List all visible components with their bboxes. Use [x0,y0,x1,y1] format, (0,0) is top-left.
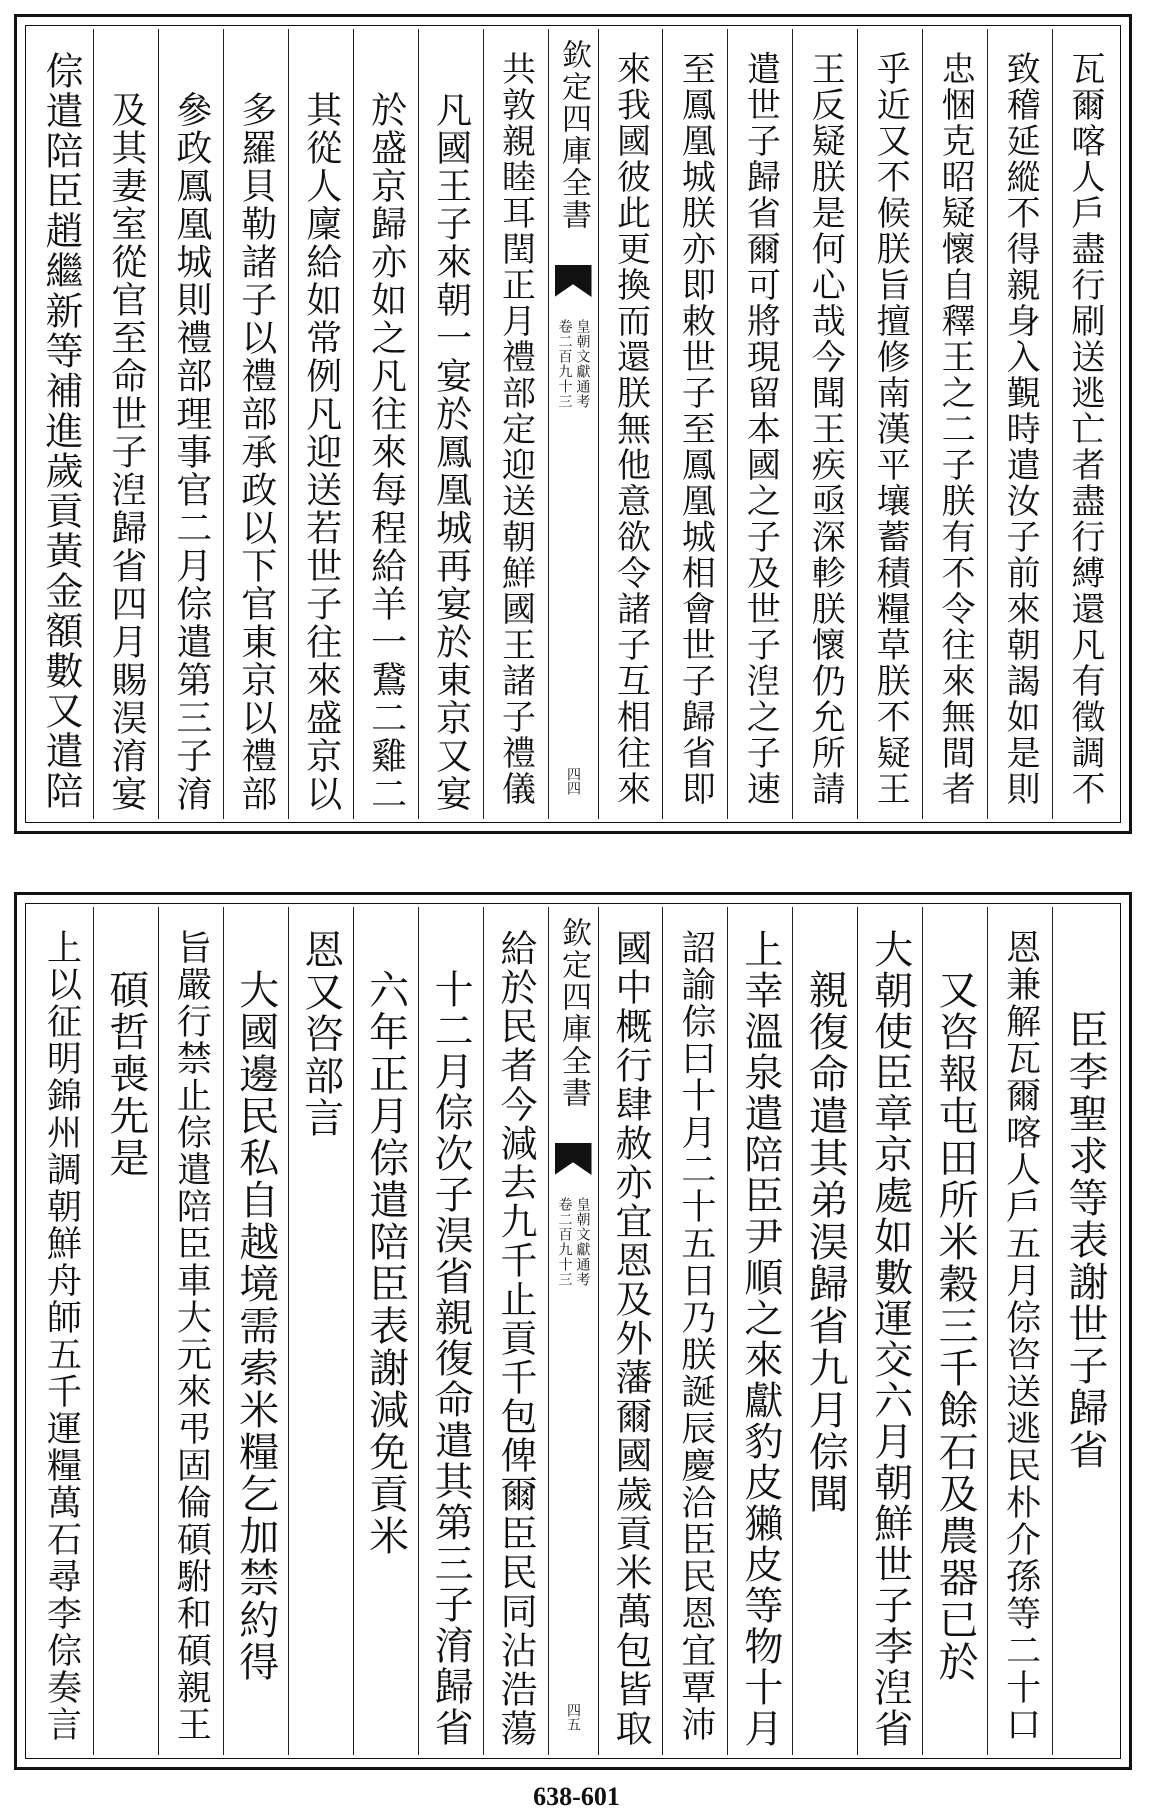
text-column [353,907,418,1755]
text-column [792,29,857,819]
text-column [662,907,727,1755]
column-text: 碩哲喪先是 [102,969,149,1179]
text-column [223,29,288,819]
column-text: 又咨報屯田所米穀三千餘石及農器已於 [932,969,979,1683]
source-title: 皇朝文獻通考 [574,1197,591,1287]
bottom-page-columns [29,907,1117,1755]
leaf-number: 四五 [565,1703,581,1731]
column-text: 致稽延縱不得親身入覲時遣汝子前來朝謁如是則 [1000,51,1041,807]
text-column [353,29,418,819]
column-text: 於盛京歸亦如之凡往來每程給羊一鵞二雞二 [365,91,407,813]
text-column [1052,29,1117,819]
column-text: 凡國王子來朝一宴於鳳凰城再宴於東京又宴 [430,91,472,813]
bottom-page-frame [14,892,1132,1770]
top-page-columns [29,29,1117,819]
text-column [288,29,353,819]
text-column [987,29,1052,819]
text-column [418,29,483,819]
column-text: 旨嚴行禁止倧遣陪臣車大元來弔固倫碩駙和碩親王 [171,929,212,1743]
column-text: 參政鳳凰城則禮部理事官二月倧遣第三子淯 [170,91,212,813]
column-text: 六年正月倧遣陪臣表謝減免貢米 [362,969,409,1557]
column-text: 十二月倧次子淏省親復命遣其第三子淯歸省 [428,969,474,1748]
column-text: 國中概行肆赦亦宜恩及外藩爾國歲貢米萬包皆取 [608,929,652,1748]
text-column [727,907,792,1755]
column-text: 多羅貝勒諸子以禮部承政以下官東京以禮部 [235,91,277,813]
text-column [922,907,987,1755]
fold-band [548,29,598,819]
text-column [418,907,483,1755]
column-text: 乎近又不候朕旨擅修南漢平壤蓄積糧草朕不疑王 [870,51,911,807]
column-text: 其從人廩給如常例凡迎送若世子往來盛京以 [300,91,342,813]
source-title: 皇朝文獻通考 [574,319,591,409]
text-column [483,907,548,1755]
column-text: 臣李聖求等表謝世子歸省 [1062,1009,1109,1471]
text-column [662,29,727,819]
volume-number: 卷二百九十三 [556,319,573,409]
volume-number: 卷二百九十三 [556,1197,573,1287]
text-column [288,907,353,1755]
column-text: 至鳳凰城朕亦即敕世子至鳳凰城相會世子歸省即 [675,51,716,807]
fishtail-mark-icon [555,265,592,297]
column-text: 大朝使臣章京處如數運交六月朝鮮世子李湼省 [867,929,913,1749]
text-column [792,907,857,1755]
column-text: 恩兼解瓦爾喀人戶五月倧咨送逃民朴介孫等二十口 [1000,929,1041,1743]
text-column [987,907,1052,1755]
column-text: 上以征明錦州調朝鮮舟師五千運糧萬石尋李倧奏言 [41,929,82,1743]
column-text: 上幸溫泉遣陪臣尹順之來獻豹皮獺皮等物十月 [737,929,783,1749]
text-column [158,907,223,1755]
column-text: 王反疑朕是何心哉今聞王疾亟深軫朕懷仍允所請 [805,51,846,807]
column-text: 遣世子歸省爾可將現留本國之子及世子湼之子速 [740,51,781,807]
column-text: 共敦親睦耳閏正月禮部定迎送朝鮮國王諸子禮儀 [495,51,536,807]
text-column [29,29,93,819]
text-column [727,29,792,819]
column-text: 親復命遣其弟淏歸省九月倧聞 [802,969,849,1515]
text-column [857,907,922,1755]
column-text: 來我國彼此更換而還朕無他意欲令諸子互相往來 [610,51,651,807]
text-column [29,907,93,1755]
text-column [598,29,663,819]
text-column [922,29,987,819]
book-title: 欽定四庫全書 [556,917,591,1109]
column-text: 忠悃克昭疑懷自釋王之二子朕有不令往來無間者 [935,51,976,807]
column-text: 恩又咨部言 [297,929,344,1139]
book-title: 欽定四庫全書 [556,39,591,231]
column-text: 瓦爾喀人戶盡行刷送逃亡者盡行縛還凡有徵調不 [1065,51,1106,807]
fold-band [548,907,598,1755]
scan-page-number: 638-601 [533,1782,620,1811]
text-column [857,29,922,819]
leaf-number: 四四 [565,767,581,795]
text-column [158,29,223,819]
text-column [223,907,288,1755]
column-text: 及其妻室從官至命世子湼歸省四月賜淏淯宴 [105,91,147,813]
text-column [598,907,663,1755]
column-text: 詔諭倧曰十月二十五日乃朕誕辰慶洽臣民恩宜覃沛 [675,929,716,1743]
top-page-frame [14,14,1132,834]
column-text: 倧遣陪臣趙繼新等補進歲貢黃金額數又遣陪 [38,51,83,811]
text-column [483,29,548,819]
text-column [93,29,158,819]
column-text: 給於民者今減去九千止貢千包俾爾臣民同沾浩蕩 [494,929,538,1748]
text-column [93,907,158,1755]
text-column [1052,907,1117,1755]
column-text: 大國邊民私自越境需索米糧乞加禁約得 [232,969,279,1683]
fishtail-mark-icon [555,1143,592,1175]
